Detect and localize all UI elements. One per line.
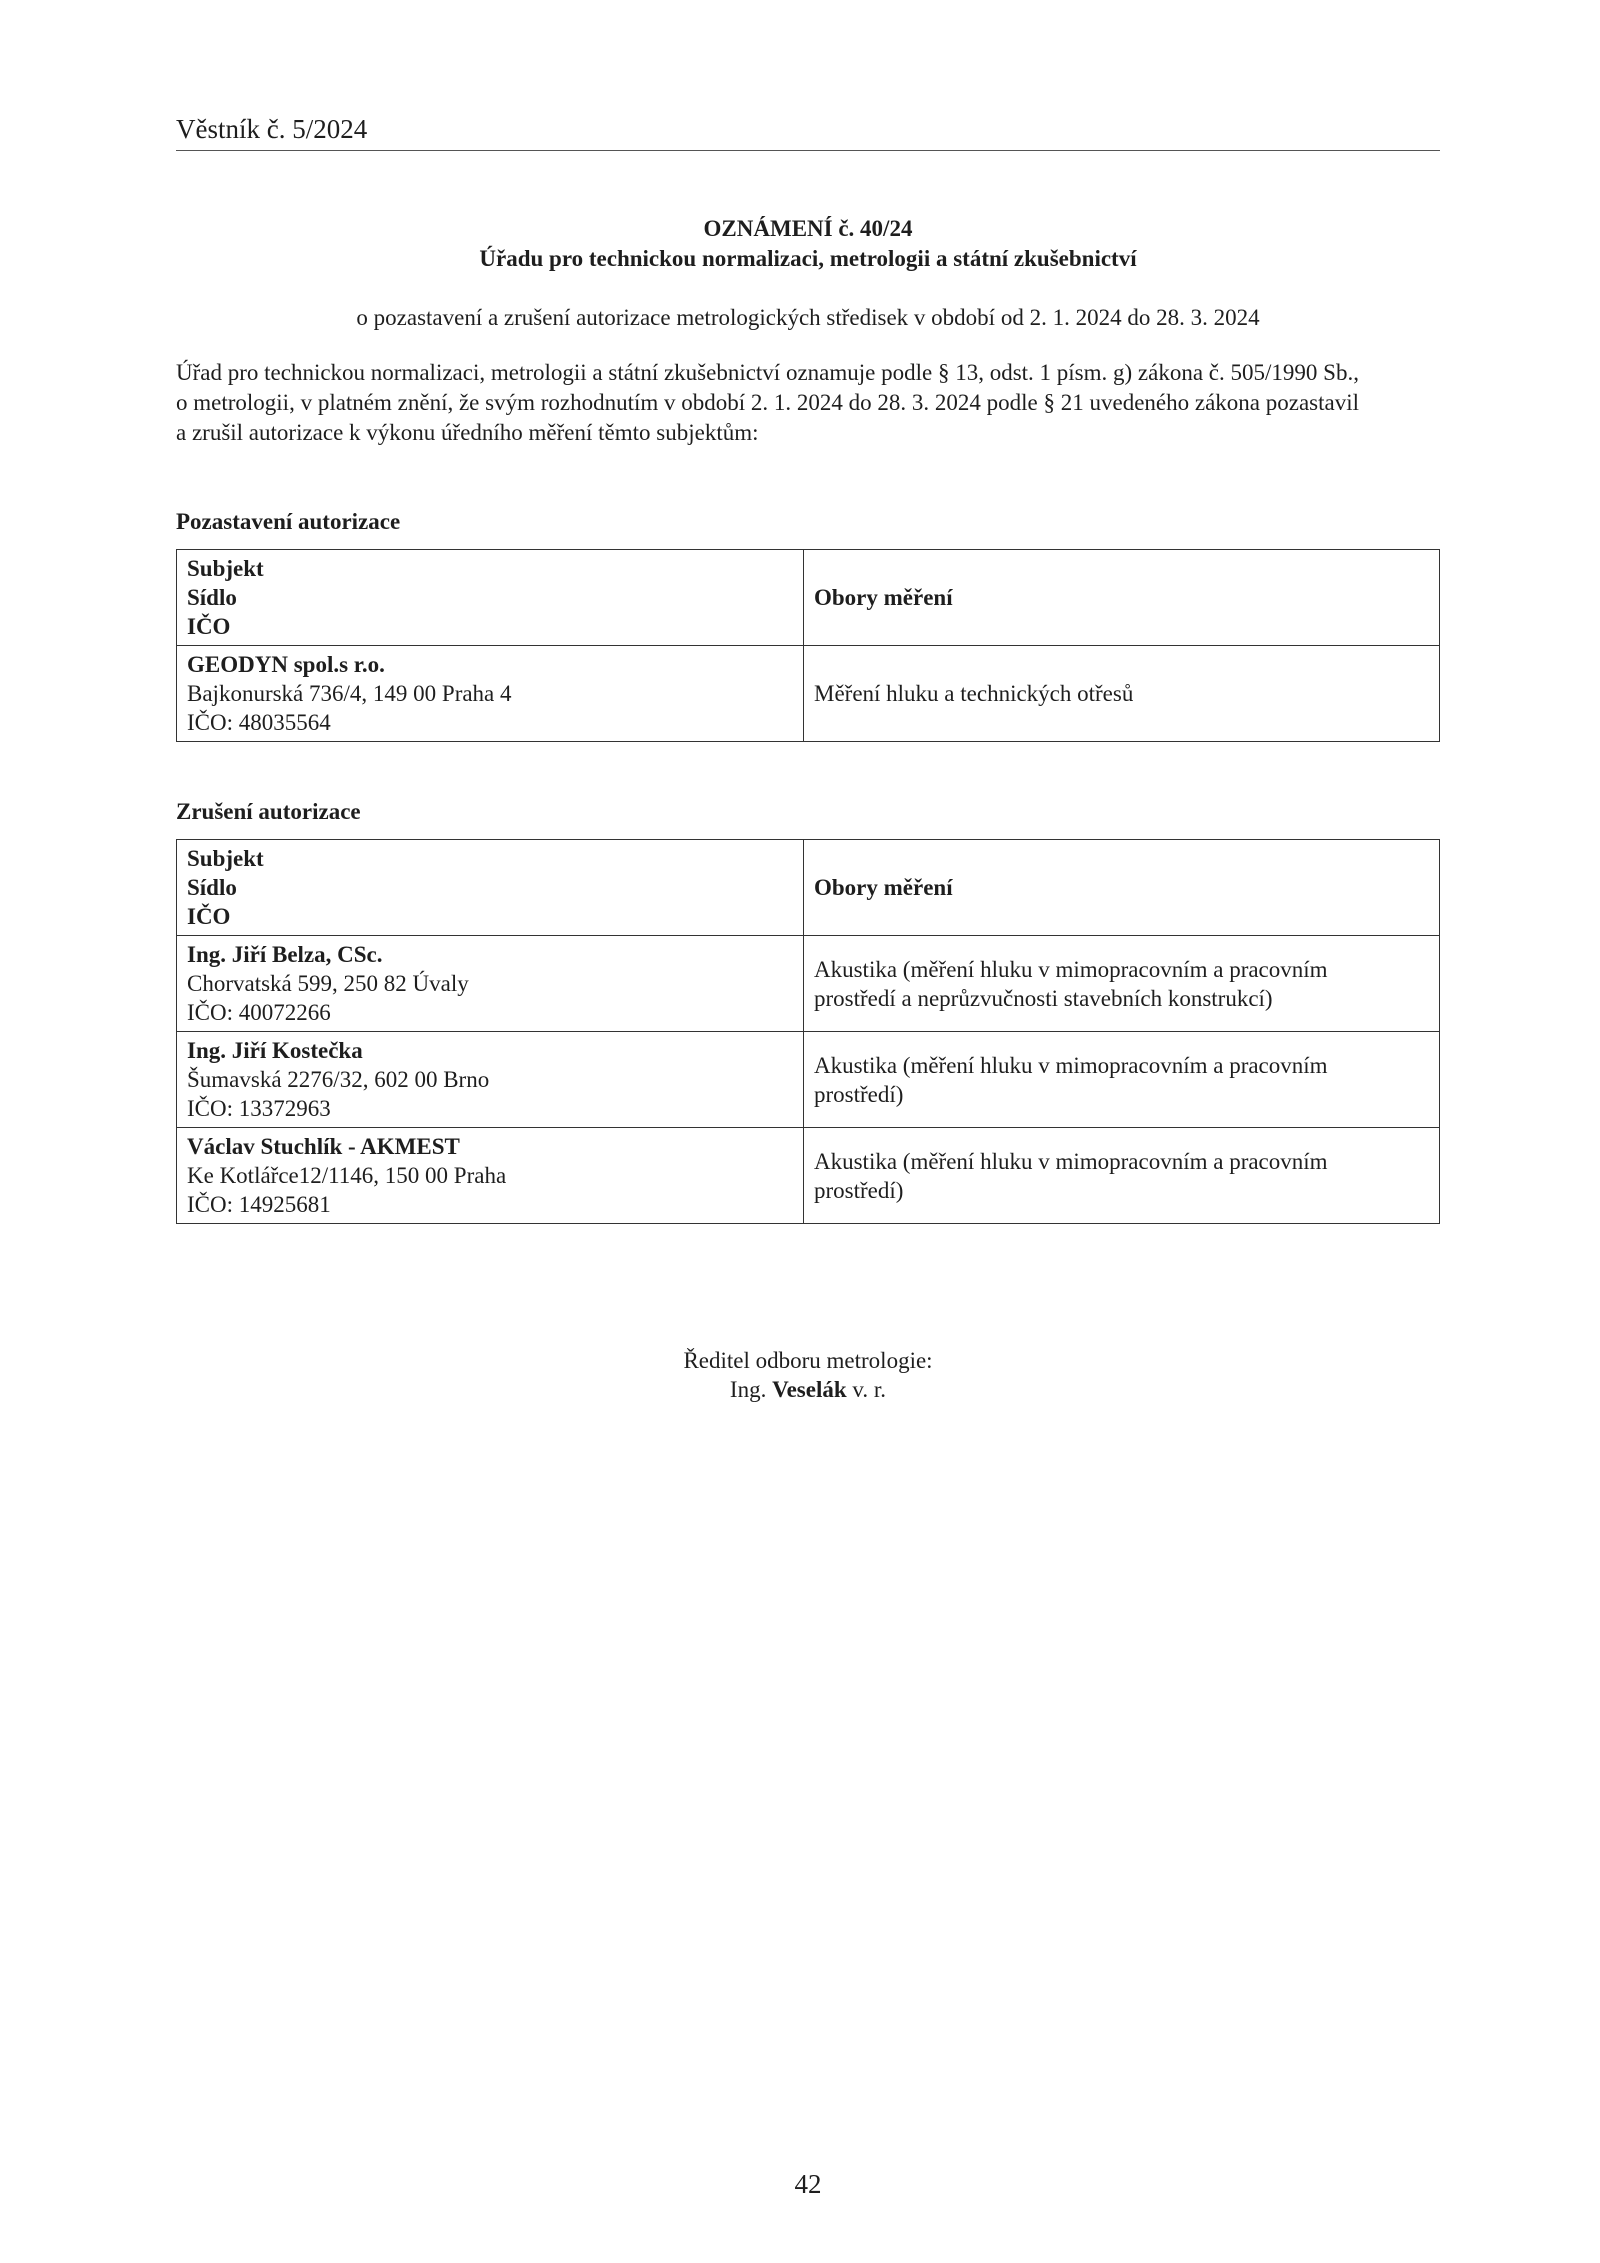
header-subject-cell [177,550,804,646]
table-row [177,1032,1440,1128]
fields-line: Akustika (měření hluku v mimopracovním a pracovním [814,956,1328,982]
signature-prefix: Ing. [729,1377,767,1402]
suspension-heading: Pozastavení autorizace [176,509,401,534]
subject-line: o pozastavení a zrušení autorizace metrologických středisek v období od 2. 1. 2024 do 28. 3. 2024 [356,305,1260,330]
suspension-table [176,549,1440,742]
subject-name: GEODYN spol.s r.o. [187,652,385,677]
intro-paragraph [176,358,1440,448]
fields-cell [804,646,1440,742]
subject-address: Šumavská 2276/32, 602 00 Brno [187,1067,490,1092]
header-fields-cell: Obory měření [804,840,1440,936]
document-title [176,214,1440,274]
header-ico: IČO [187,614,231,639]
title-line-1: OZNÁMENÍ č. 40/24 [703,216,913,241]
signature-name-line [176,1375,1440,1404]
subject-ico: IČO: 48035564 [187,710,331,735]
page-number: 42 [794,2169,822,2199]
table-header-row [177,550,1440,646]
intro-line-2: o metrologii, v platném znění, že svým rozhodnutím v období 2. 1. 2024 do 28. 3. 2024 podle § 21 uvedeného zákona pozastavil [176,390,1359,415]
header-subject-cell [177,840,804,936]
header-subject: Subjekt [187,846,264,871]
fields-cell [804,1032,1440,1128]
subject-cell [177,1032,804,1128]
fields-line: prostředí a neprůzvučnosti stavebních konstrukcí) [814,985,1273,1011]
subject-name: Václav Stuchlík - AKMEST [187,1134,460,1159]
subject-ico: IČO: 14925681 [187,1192,331,1217]
header-seat: Sídlo [187,585,237,610]
signature-name: Veselák [772,1377,847,1402]
intro-line-1: Úřad pro technickou normalizaci, metrologii a státní zkušebnictví oznamuje podle § 13, odst. 1 písm. g) zákona č. 505/1990 Sb., [176,360,1359,385]
intro-line-3: a zrušil autorizace k výkonu úředního měření těmto subjektům: [176,420,759,445]
fields-line: Akustika (měření hluku v mimopracovním a pracovním [814,1052,1328,1078]
fields-cell [804,1128,1440,1224]
table-header-row [177,840,1440,936]
fields-line: Akustika (měření hluku v mimopracovním a pracovním [814,1148,1328,1174]
subject-address: Chorvatská 599, 250 82 Úvaly [187,971,469,996]
fields-line: prostředí) [814,1081,904,1107]
header-ico: IČO [187,904,231,929]
table-row [177,646,1440,742]
subject-name: Ing. Jiří Kostečka [187,1038,363,1063]
subject-cell [177,936,804,1032]
header-subject: Subjekt [187,556,264,581]
table-row [177,936,1440,1032]
signature-suffix: v. r. [852,1377,887,1402]
signature-role: Ředitel odboru metrologie: [683,1348,933,1373]
revocation-table [176,839,1440,1224]
header-seat: Sídlo [187,875,237,900]
revocation-heading: Zrušení autorizace [176,799,361,824]
header-fields-cell: Obory měření [804,550,1440,646]
fields-cell [804,936,1440,1032]
subject-ico: IČO: 40072266 [187,1000,331,1025]
journal-header: Věstník č. 5/2024 [176,112,1440,151]
subject-name: Ing. Jiří Belza, CSc. [187,942,383,967]
fields-line: Měření hluku a technických otřesů [814,681,1134,706]
fields-line: prostředí) [814,1177,904,1203]
subject-ico: IČO: 13372963 [187,1096,331,1121]
subject-cell [177,646,804,742]
title-line-2: Úřadu pro technickou normalizaci, metrologii a státní zkušebnictví [479,246,1137,271]
subject-address: Bajkonurská 736/4, 149 00 Praha 4 [187,681,512,706]
subject-cell [177,1128,804,1224]
subject-address: Ke Kotlářce12/1146, 150 00 Praha [187,1163,507,1188]
table-row [177,1128,1440,1224]
signature-block [176,1346,1440,1404]
